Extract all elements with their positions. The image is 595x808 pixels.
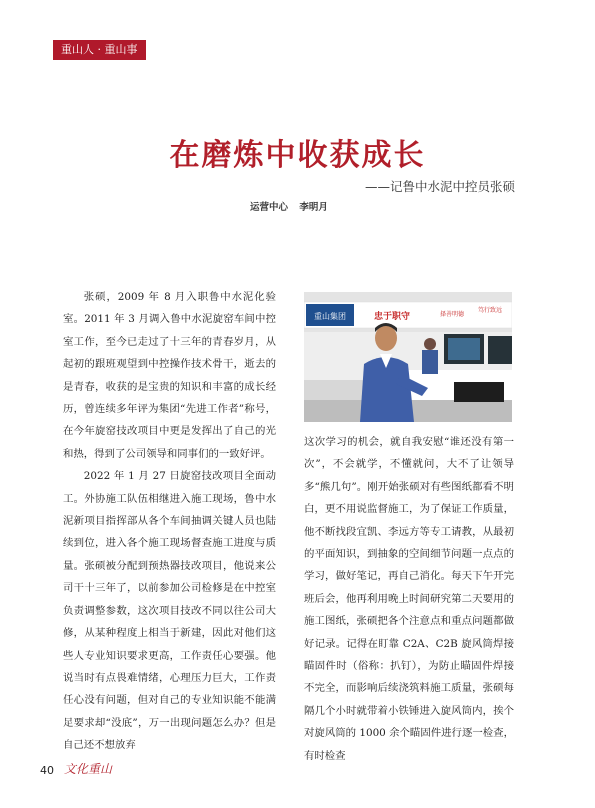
banner-slogan-mid: 择善明德 bbox=[439, 311, 465, 318]
page-number: 40 bbox=[40, 764, 54, 777]
paragraph: 2022 年 1 月 27 日旋窑技改项目全面动工。外协施工队伍相继进入施工现场，鲁中水泥新项目指挥部从各个车间抽调关键人员也陆续到位，进入各个施工现场督查施工进度与质量。张硕被分配到预热器技改项目，他说来公司干十三年了，以前参加公司检修是在中控室负责调整参数，这次项目技改不同以往公司大修，从某种程度上相当于新建，因此对他们这些人专业知识要求更高，工作责任心要强。他说当时有点畏难情绪，心理压力巨大，工作责任心没有问题，但对自己的专业知识能不能满足要求却“没底”，万一出现问题怎么办？但是自己还不想放弃 bbox=[63, 470, 276, 752]
banner-logo-text: 重山集团 bbox=[314, 312, 346, 321]
byline-author: 李明月 bbox=[299, 202, 328, 213]
article-subtitle: ——记鲁中水泥中控员张硕 bbox=[364, 179, 515, 194]
section-tag: 重山人 · 重山事 bbox=[53, 40, 146, 60]
paragraph: 张硕，2009 年 8 月入职鲁中水泥化验室。2011 年 3 月调入鲁中水泥旋窑车间中控室工作，至今已走过了十三年的青春岁月，从起初的跟班观望到中控操作技术骨干，逝去的是青春，收获的是宝贵的知识和丰富的成长经历，曾连续多年评为集团“先进工作者”称号，在今年旋窑技改项目中更是发挥出了自己的光和热，得到了公司领导和同事们的一致好评。 bbox=[63, 291, 276, 460]
article-title: 在磨炼中收获成长 bbox=[169, 138, 426, 173]
banner-slogan-right: 笃行致远 bbox=[477, 307, 503, 314]
article-right-column bbox=[304, 431, 514, 767]
banner-slogan-left: 忠于职守 bbox=[373, 312, 411, 322]
magazine-logo: 文化重山 bbox=[64, 762, 113, 776]
paragraph: 这次学习的机会，就自我安慰“谁还没有第一次”，不会就学，不懂就问，大不了让领导多“熊几句”。刚开始张硕对有些图纸都看不明白，更不用说监督施工，为了保证工作质量，他不断找段宜凯、李远方等专工请教，从最初的平面知识，到抽象的空间细节问题一点点的学习，做好笔记，再自己消化。每天下午开完班后会，他再利用晚上时间研究第二天要用的施工图纸，张硕把各个注意点和重点问题都做好记录。记得在盯靠 C2A、C2B 旋风筒焊接瞄固件时（俗称：扒钉），为防止瞄固件焊接不完全，而影响后续浇筑料施工质量，张硕每隔几个小时就带着小铁锤进入旋风筒内，挨个对旋风筒的 1000 余个瞄固件进行逐一检查，有时检查 bbox=[304, 436, 514, 762]
byline-department: 运营中心 bbox=[250, 202, 289, 213]
article-photo bbox=[304, 292, 512, 422]
photo-control-room-image bbox=[304, 292, 512, 422]
article-left-column bbox=[63, 286, 276, 757]
byline bbox=[250, 199, 328, 213]
